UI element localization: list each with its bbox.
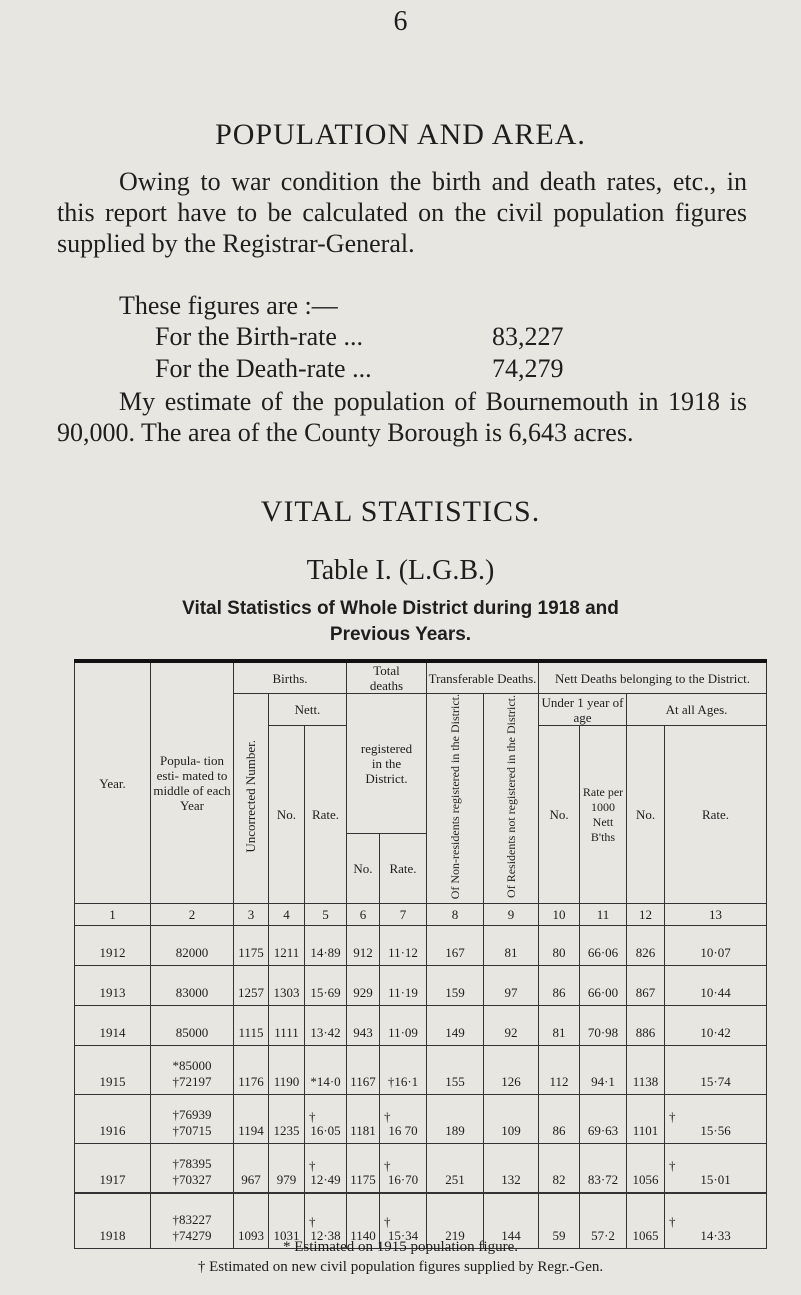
under1-rate [580,1095,627,1144]
dagger-mark: † [309,1214,316,1230]
residents-deaths [484,1095,539,1144]
non-residents-deaths [427,1095,484,1144]
header-registered-in-district: registered in the District. [347,694,427,834]
cell-value: 66·06 [587,945,619,961]
cell-value: 70·98 [587,1025,619,1041]
uncorrected-births [234,1046,269,1095]
cell-value: 867 [635,985,656,1001]
population-cell [151,1144,234,1193]
all-ages-rate [665,1046,767,1095]
year-cell: 1913 [75,966,151,1006]
cell-value: 12·49 [310,1171,341,1187]
cell-value: 126 [501,1074,521,1090]
cell-value: 86 [552,1123,566,1139]
cell-value: 97 [504,985,518,1001]
dagger-mark: † [309,1157,316,1173]
cell-value: 15·34 [387,1228,419,1244]
under1-rate [580,926,627,966]
residents-deaths [484,1046,539,1095]
cell-value: 1194 [238,1123,264,1139]
year-cell: 1916 [75,1095,151,1144]
header-all-rate: Rate. [665,726,767,904]
section-title-population: POPULATION AND AREA. [215,118,586,151]
year-cell: 1915 [75,1046,151,1095]
under1-deaths-no [539,1006,580,1046]
nett-births-no [269,1046,305,1095]
cell-value: 167 [445,945,465,961]
header-under1-no: No. [539,726,580,904]
all-ages-deaths-no [627,966,665,1006]
table-row [75,1006,767,1046]
deaths-rate [380,966,427,1006]
nett-births-no [269,926,305,966]
cell-value: 1031 [273,1228,300,1244]
cell-value: 14·33 [700,1228,731,1244]
under1-deaths-no [539,926,580,966]
nett-births-rate [305,1046,347,1095]
population-value: †74279 [172,1228,212,1244]
population-value: †83227 [172,1212,212,1228]
column-number-row [75,904,767,926]
header-births-rate: Rate. [305,726,347,904]
under1-deaths-no [539,1144,580,1193]
all-ages-rate [665,966,767,1006]
table-row [75,926,767,966]
non-residents-deaths [427,926,484,966]
cell-value: 1140 [350,1228,376,1244]
cell-value: 15·74 [700,1074,731,1090]
deaths-no [347,1095,380,1144]
deaths-no [347,926,380,966]
cell-value: 979 [276,1171,297,1187]
table-subtitle: Vital Statistics of Whole District during 1918 and [182,598,619,619]
population-value: †70715 [172,1123,212,1139]
death-rate-figure [155,354,564,384]
header-year: Year. [75,661,151,904]
header-births-no: No. [269,726,305,904]
nett-births-no [269,1144,305,1193]
col-num: 10 [539,904,580,926]
nett-births-no [269,1095,305,1144]
cell-value: 826 [635,945,656,961]
col-num: 6 [347,904,380,926]
figures-intro: These figures are :— [119,291,338,320]
cell-value: 155 [445,1074,465,1090]
header-population: Popula- tion esti- mated to middle of each Year [151,661,234,904]
figure-value: 74,279 [492,354,564,383]
cell-value: 1101 [632,1123,659,1139]
col-num: 7 [380,904,427,926]
cell-value: 1115 [238,1025,264,1041]
population-value: †70327 [172,1171,212,1187]
population-cell [151,1095,234,1144]
header-births: Births. [234,661,347,694]
col-num: 5 [305,904,347,926]
figure-value: 83,227 [492,322,564,351]
header-uncorrected: Uncorrected Number. [234,694,269,904]
dagger-mark: † [669,1157,676,1173]
cell-value: 94·1 [591,1074,615,1090]
under1-rate [580,1006,627,1046]
cell-value: 1235 [273,1123,300,1139]
cell-value: 912 [353,945,373,961]
all-ages-deaths-no [627,1144,665,1193]
footnote-star: * Estimated on 1915 population figure. [283,1239,518,1255]
header-total-deaths-title: Total deaths [347,661,427,694]
cell-value: 1175 [350,1171,376,1187]
col-num: 4 [269,904,305,926]
all-ages-rate [665,1144,767,1193]
cell-value: 59 [552,1228,566,1244]
dagger-mark: † [669,1214,676,1230]
population-value: 82000 [175,945,209,961]
nett-births-rate [305,1095,347,1144]
cell-value: 15·69 [310,985,341,1001]
table-row [75,1144,767,1193]
cell-value: 81 [552,1025,566,1041]
uncorrected-births [234,1006,269,1046]
header-all-no: No. [627,726,665,904]
cell-value: 82 [552,1171,566,1187]
header-rate-per-1000: Rate per 1000 Nett B'ths [580,726,627,904]
year-cell: 1914 [75,1006,151,1046]
cell-value: 92 [504,1025,518,1041]
deaths-no [347,1144,380,1193]
header-transferable: Transferable Deaths. [427,661,539,694]
table-header [75,661,767,926]
page-number: 6 [393,6,408,37]
population-cell [151,966,234,1006]
deaths-no [347,966,380,1006]
cell-value: 80 [552,945,566,961]
under1-rate [580,1144,627,1193]
cell-value: 11·12 [388,945,418,961]
population-value: †78395 [172,1155,212,1171]
cell-value: 15·56 [700,1123,731,1139]
cell-value: 16·05 [310,1123,341,1139]
dagger-mark: † [309,1109,316,1125]
population-value: 83000 [175,985,209,1001]
all-ages-rate [665,926,767,966]
all-ages-deaths-no [627,1095,665,1144]
cell-value: 10·44 [700,985,731,1001]
header-all-ages: At all Ages. [627,694,767,726]
uncorrected-births [234,1144,269,1193]
cell-value: 1138 [632,1074,659,1090]
cell-value: 13·42 [310,1025,341,1041]
deaths-rate [380,1095,427,1144]
deaths-rate [380,1006,427,1046]
cell-value: 943 [353,1025,373,1041]
under1-rate [580,966,627,1006]
header-deaths-rate: Rate. [380,834,427,904]
cell-value: 11·19 [388,985,418,1001]
cell-value: 10·42 [700,1025,731,1041]
residents-deaths [484,926,539,966]
cell-value: *14·0 [310,1074,341,1090]
vital-statistics-title: VITAL STATISTICS. [260,495,541,528]
cell-value: 132 [501,1171,521,1187]
cell-value: 149 [445,1025,465,1041]
deaths-no [347,1046,380,1095]
nett-births-no [269,966,305,1006]
cell-value: 159 [445,985,465,1001]
deaths-rate [380,926,427,966]
cell-value: 11·09 [388,1025,418,1041]
cell-value: 57·2 [591,1228,615,1244]
cell-value: 1111 [274,1025,299,1041]
cell-value: 81 [504,945,518,961]
cell-value: 10·07 [700,945,731,961]
cell-value: 83·72 [587,1171,619,1187]
cell-value: 69·63 [587,1123,619,1139]
cell-value: 1167 [350,1074,376,1090]
all-ages-deaths-no [627,1046,665,1095]
non-residents-deaths [427,1144,484,1193]
cell-value: 86 [552,985,566,1001]
cell-value: 144 [501,1228,521,1244]
cell-value: 16 70 [388,1123,418,1139]
table-title: Table I. (L.G.B.) [306,555,495,586]
intro-paragraph: Owing to war condition the birth and death rates, etc., in this report have to be calculated on the civil population figures supplied by the Registrar-General. [57,167,747,258]
population-cell [151,1006,234,1046]
population-value: †72197 [172,1074,212,1090]
cell-value: 1056 [632,1171,659,1187]
non-residents-deaths [427,1006,484,1046]
col-num: 3 [234,904,269,926]
col-num: 9 [484,904,539,926]
header-deaths-no: No. [347,834,380,904]
cell-value: 14·89 [310,945,341,961]
cell-value: 1065 [632,1228,659,1244]
residents-deaths [484,966,539,1006]
under1-rate [580,1046,627,1095]
dagger-mark: † [669,1109,676,1125]
uncorrected-births [234,966,269,1006]
figure-label: For the Death-rate ... [155,354,372,383]
cell-value: 15·01 [700,1171,731,1187]
cell-value: 112 [549,1074,569,1090]
vital-statistics-table [74,659,766,1249]
year-cell: 1912 [75,926,151,966]
table-subtitle-2: Previous Years. [329,624,472,645]
col-num: 1 [75,904,151,926]
uncorrected-births [234,926,269,966]
cell-value: 189 [445,1123,465,1139]
deaths-rate [380,1144,427,1193]
cell-value: 1175 [238,945,264,961]
figure-label: For the Birth-rate ... [155,322,363,351]
all-ages-rate [665,1006,767,1046]
residents-deaths [484,1144,539,1193]
population-cell [151,926,234,966]
deaths-no [347,1006,380,1046]
nett-births-rate [305,966,347,1006]
nett-births-no [269,1006,305,1046]
cell-value: 16·70 [387,1171,419,1187]
cell-value: 929 [353,985,373,1001]
year-cell: 1917 [75,1144,151,1193]
table-row [75,966,767,1006]
all-ages-deaths-no [627,926,665,966]
dagger-mark: † [384,1109,391,1125]
residents-deaths [484,1006,539,1046]
population-value: 85000 [175,1025,209,1041]
nett-births-rate [305,1006,347,1046]
col-num: 2 [151,904,234,926]
population-cell [151,1046,234,1095]
dagger-mark: † [384,1214,391,1230]
table-body [75,926,767,1249]
header-nett-deaths: Nett Deaths belonging to the District. [539,661,767,694]
dagger-mark: † [384,1157,391,1173]
table-row [75,1095,767,1144]
nett-births-rate [305,926,347,966]
non-residents-deaths [427,966,484,1006]
footnote-dagger: † Estimated on new civil population figures supplied by Regr.-Gen. [197,1259,604,1275]
under1-deaths-no [539,966,580,1006]
uncorrected-births [234,1095,269,1144]
population-value: †76939 [172,1107,212,1123]
header-nett: Nett. [269,694,347,726]
header-under-1: Under 1 year of age [539,694,627,726]
cell-value: 1181 [350,1123,376,1139]
col-num: 13 [665,904,767,926]
cell-value: 219 [445,1228,465,1244]
cell-value: 967 [241,1171,261,1187]
col-num: 12 [627,904,665,926]
cell-value: 12·38 [310,1228,341,1244]
cell-value: 109 [501,1123,521,1139]
year-cell: 1918 [75,1193,151,1249]
non-residents-deaths [427,1046,484,1095]
all-ages-rate [665,1095,767,1144]
cell-value: 1176 [238,1074,264,1090]
col-num: 8 [427,904,484,926]
cell-value: 1093 [238,1228,264,1244]
cell-value: 886 [635,1025,656,1041]
all-ages-deaths-no [627,1006,665,1046]
table-row [75,1046,767,1095]
under1-deaths-no [539,1046,580,1095]
cell-value: 1257 [238,985,264,1001]
col-num: 11 [580,904,627,926]
birth-rate-figure [155,322,564,352]
under1-deaths-no [539,1095,580,1144]
cell-value: 251 [445,1171,465,1187]
header-residents: Of Residents not registered in the District. [484,694,539,904]
population-value: *85000 [172,1058,212,1074]
cell-value: 1303 [273,985,300,1001]
nett-births-rate [305,1144,347,1193]
cell-value: †16·1 [387,1074,419,1090]
cell-value: 1190 [273,1074,300,1090]
cell-value: 1211 [273,945,300,961]
deaths-rate [380,1046,427,1095]
cell-value: 66·00 [587,985,619,1001]
estimate-paragraph: My estimate of the population of Bournemouth in 1918 is 90,000. The area of the County Borough is 6,643 acres. [57,387,747,447]
header-non-residents: Of Non-residents registered in the District. [427,694,484,904]
